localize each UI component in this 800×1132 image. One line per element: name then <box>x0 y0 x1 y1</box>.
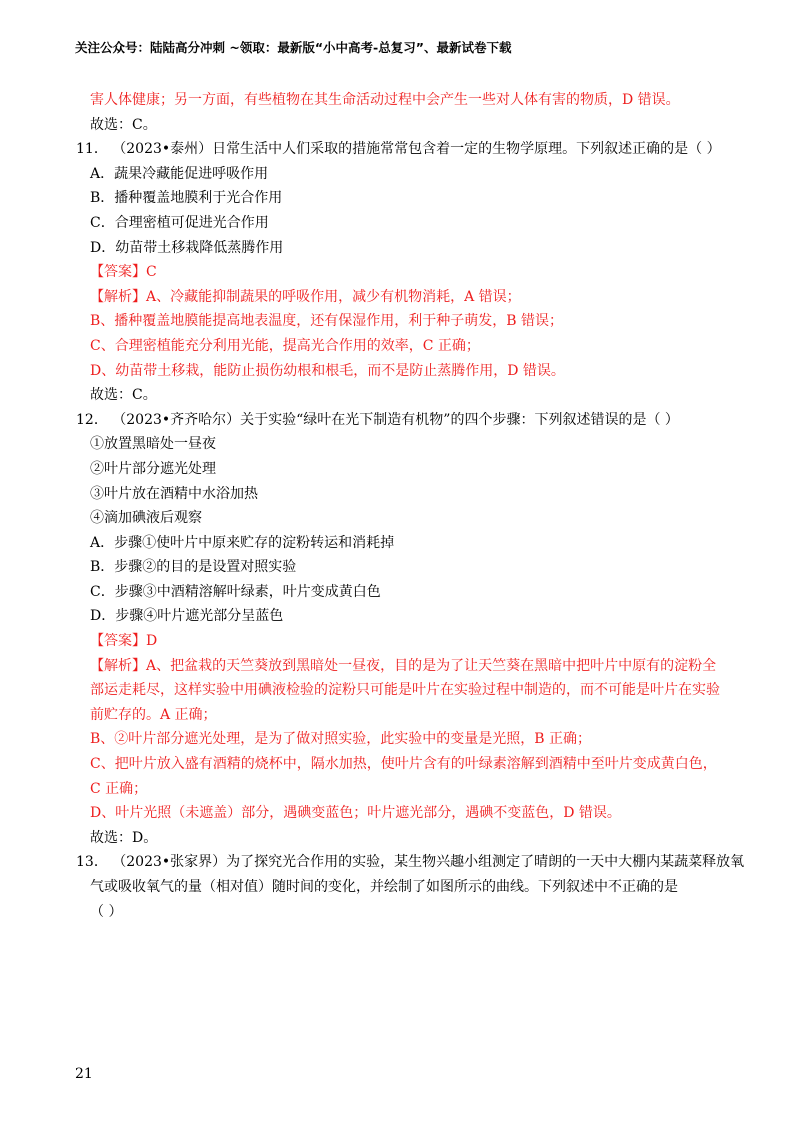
text-line: ④滴加碘液后观察 <box>90 510 202 527</box>
answer-analysis-line: D、幼苗带土移栽，能防止损伤幼根和根毛，而不是防止蒸腾作用，D 错误。 <box>90 362 565 379</box>
page-header: 关注公众号：陆陆高分冲刺 ~领取：最新版“小中高考-总复习”、最新试卷下载 <box>75 40 512 55</box>
text-line: 故选：C。 <box>90 116 157 133</box>
text-line: 气或吸收氧气的量（相对值）随时间的变化，并绘制了如图所示的曲线。下列叙述中不正确的是 <box>90 879 678 895</box>
text-line: B．播种覆盖地膜利于光合作用 <box>90 190 283 207</box>
text-line: A．蔬果冷藏能促进呼吸作用 <box>90 165 269 182</box>
text-line: D．步骤④叶片遮光部分呈蓝色 <box>90 608 284 625</box>
question-line: 12． （2023•齐齐哈尔）关于实验“绿叶在光下制造有机物”的四个步骤：下列叙述错误的是（ ） <box>76 411 679 428</box>
text-line: B．步骤②的目的是设置对照实验 <box>90 559 297 576</box>
text-line: （ ） <box>90 903 123 920</box>
answer-analysis-line: 前贮存的。A 正确； <box>90 706 217 723</box>
document-body <box>76 88 745 924</box>
text-line: C．步骤③中酒精溶解叶绿素，叶片变成黄白色 <box>90 583 381 600</box>
text-line: 故选：D。 <box>90 829 158 846</box>
text-line: ①放置黑暗处一昼夜 <box>90 436 216 453</box>
question-line: 13． （2023•张家界）为了探究光合作用的实验，某生物兴趣小组测定了晴朗的一天中大棚内某蔬菜释放氧 <box>76 854 745 871</box>
text-line: ③叶片放在酒精中水浴加热 <box>90 485 258 502</box>
answer-analysis-line: C、合理密植能充分利用光能，提高光合作用的效率，C 正确； <box>90 337 480 354</box>
answer-analysis-line: C、把叶片放入盛有酒精的烧杯中，隔水加热，使叶片含有的叶绿素溶解到酒精中至叶片变成黄白色， <box>90 756 717 773</box>
answer-analysis-line: 【解析】A、冷藏能抑制蔬果的呼吸作用，减少有机物消耗，A 错误； <box>90 288 521 305</box>
answer-analysis-line: 【答案】C <box>90 264 157 281</box>
answer-analysis-line: 部运走耗尽，这样实验中用碘液检验的淀粉只可能是叶片在实验过程中制造的，而不可能是叶片在实验 <box>90 682 720 699</box>
text-line: D．幼苗带土移栽降低蒸腾作用 <box>90 239 284 256</box>
page-number: 21 <box>75 1066 93 1082</box>
text-line: ②叶片部分遮光处理 <box>90 460 216 477</box>
answer-analysis-line: C 正确； <box>90 780 148 797</box>
text-line: 故选：C。 <box>90 387 157 404</box>
text-line: A．步骤①使叶片中原来贮存的淀粉转运和消耗掉 <box>90 534 395 551</box>
answer-analysis-line: B、播种覆盖地膜能提高地表温度，还有保湿作用，利于种子萌发，B 错误； <box>90 313 564 330</box>
answer-analysis-line: 害人体健康；另一方面，有些植物在其生命活动过程中会产生一些对人体有害的物质，D 错误。 <box>90 92 680 108</box>
answer-analysis-line: D、叶片光照（未遮盖）部分，遇碘变蓝色；叶片遮光部分，遇碘不变蓝色，D 错误。 <box>90 805 621 822</box>
answer-analysis-line: 【解析】A、把盆栽的天竺葵放到黑暗处一昼夜，目的是为了让天竺葵在黑暗中把叶片中原有的淀粉全 <box>90 657 717 674</box>
answer-analysis-line: 【答案】D <box>90 633 158 650</box>
question-line: 11． （2023•泰州）日常生活中人们采取的措施常常包含着一定的生物学原理。下列叙述正确的是（ ） <box>76 141 721 158</box>
answer-analysis-line: B、②叶片部分遮光处理，是为了做对照实验，此实验中的变量是光照，B 正确； <box>90 731 592 748</box>
text-line: C．合理密植可促进光合作用 <box>90 214 269 231</box>
